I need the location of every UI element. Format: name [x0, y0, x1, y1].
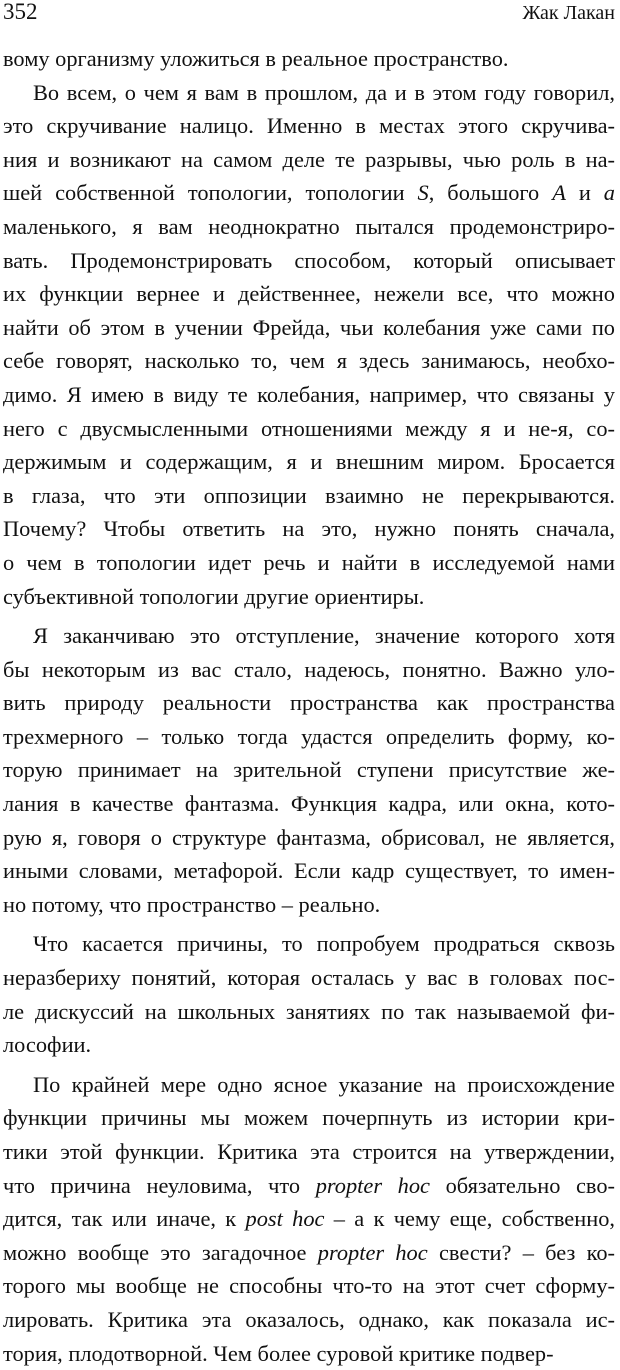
paragraph — [3, 927, 615, 1061]
text-line: о чем в топологии идет речь и найти в исследуемой нами — [3, 549, 615, 575]
text-line: Я заканчиваю это отступление, значение которого хотя — [33, 623, 615, 649]
text-line: иными словами, метафорой. Если кадр существует, то имен- — [3, 858, 615, 884]
text-line: найти об этом в учении Фрейда, чьи колебания уже сами по — [3, 314, 615, 340]
text-line: лософии. — [3, 1032, 92, 1058]
running-title: Жак Лакан — [522, 2, 615, 24]
text-line: это скручивание налицо. Именно в местах этого скручива- — [3, 113, 615, 139]
text-line: но потому, что пространство – реально. — [3, 891, 381, 917]
text-line: него с двусмысленными отношениями между я и не-я, со- — [3, 415, 615, 441]
italic-term: propter hoc — [315, 1172, 430, 1198]
text-line: дится, так или иначе, к post hoc – а к чему еще, собственно, — [3, 1206, 615, 1232]
text-line: вать. Продемонстрировать способом, который описывает — [3, 247, 615, 273]
page-header — [3, 0, 615, 42]
text-line: Что касается причины, то попробуем продраться сквозь — [33, 931, 615, 957]
text-line: функции причины мы можем почерпнуть из истории кри- — [3, 1105, 615, 1131]
text-line: лировать. Критика эта оказалось, однако, как показала ис- — [3, 1306, 615, 1332]
paragraph — [3, 42, 615, 76]
text-line: ния и возникают на самом деле те разрывы, чью роль в на- — [3, 146, 615, 172]
text-line: держимым и содержащим, я и внешним миром. Бросается — [3, 449, 615, 475]
text-line: себе говорят, насколько то, чем я здесь занимаюсь, необхо- — [3, 348, 615, 374]
text-line: рую я, говоря о структуре фантазма, обрисовал, не является, — [3, 824, 615, 850]
italic-term: a — [603, 180, 615, 206]
text-line: ле дискуссий на школьных занятиях по так называемой фи- — [3, 998, 615, 1024]
text-line: тики этой функции. Критика эта строится на утверждении, — [3, 1139, 615, 1164]
text-line: торого мы вообще не способны что-то на этот счет сформу- — [3, 1273, 615, 1299]
text-line: вить природу реальности пространства как пространства — [3, 690, 615, 716]
text-line: Во всем, о чем я вам в прошлом, да и в этом году говорил, — [33, 79, 615, 105]
text-line: вому организму уложиться в реальное пространство. — [3, 46, 509, 71]
text-line: маленького, я вам неоднократно пытался продемонстриро- — [3, 213, 615, 239]
text-line: что причина неуловима, что propter hoc обязательно сво- — [3, 1172, 615, 1198]
italic-term: A — [552, 180, 566, 206]
page-body — [3, 42, 615, 1370]
text-line: субъективной топологии другие ориентиры. — [3, 583, 425, 609]
text-line: По крайней мере одно ясное указание на происхождение — [33, 1071, 615, 1097]
text-line: трехмерного – только тогда удастся определить форму, ко- — [3, 723, 615, 749]
text-line: Почему? Чтобы ответить на это, нужно понять сначала, — [3, 516, 615, 542]
text-line: лания в качестве фантазма. Функция кадра, или окна, кото- — [3, 791, 615, 817]
italic-term: S — [417, 180, 429, 206]
page-number: 352 — [3, 0, 38, 24]
paragraph — [3, 76, 615, 614]
italic-term: propter hoc — [317, 1239, 428, 1265]
text-line: их функции вернее и действеннее, нежели все, что можно — [3, 281, 615, 307]
text-line: торую принимает на зрительной ступени присутствие же- — [3, 757, 615, 783]
text-line: в глаза, что эти оппозиции взаимно не перекрываются. — [3, 482, 615, 508]
text-line: можно вообще это загадочное propter hoc свести? – без ко- — [3, 1239, 615, 1265]
italic-term: post hoc — [245, 1206, 325, 1232]
paragraph — [3, 619, 615, 921]
text-line: тория, плодотворной. Чем более суровой критике подвер- — [3, 1340, 554, 1366]
text-line: бы некоторым из вас стало, надеюсь, понятно. Важно уло- — [3, 656, 615, 682]
text-line: димо. Я имею в виду те колебания, например, что связаны у — [3, 381, 615, 407]
paragraph — [3, 1068, 615, 1370]
text-line: шей собственной топологии, топологии S, большого A и a — [3, 180, 615, 206]
text-line: неразбериху понятий, которая осталась у вас в головах пос- — [3, 965, 615, 991]
